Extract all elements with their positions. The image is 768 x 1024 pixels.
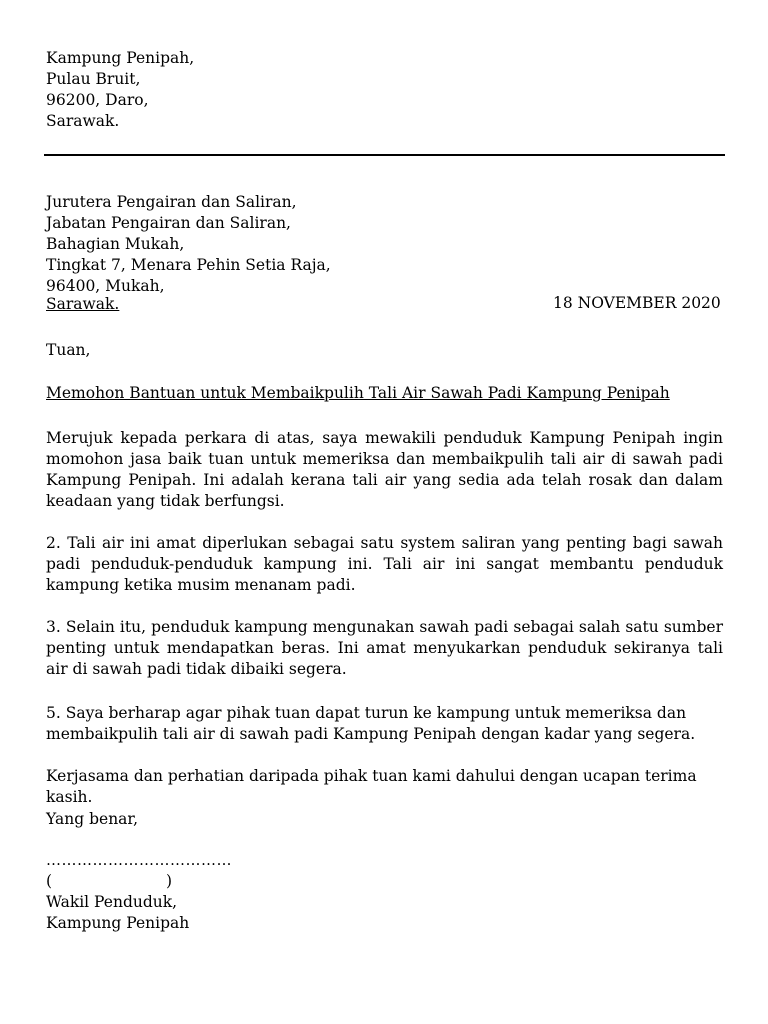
signature-paren-close: ) [166, 872, 173, 890]
letter-subject: Memohon Bantuan untuk Membaikpulih Tali Air Sawah Padi Kampung Penipah [46, 384, 670, 402]
closing: Yang benar, [46, 810, 139, 828]
recipient-line: Sarawak. [46, 295, 120, 313]
letter-date: 18 NOVEMBER 2020 [553, 294, 721, 312]
sender-line: Kampung Penipah, [46, 49, 195, 67]
body-paragraph: Merujuk kepada perkara di atas, saya mewakili penduduk Kampung Penipah ingin momohon jasa baik tuan untuk memeriksa dan membaikpulih tali air di sawah padi Kampung Penipah. Ini adalah kerana tali air yang sedia ada telah rosak dan dalam keadaan yang tidak berfungsi. [46, 429, 723, 510]
salutation: Tuan, [46, 341, 91, 359]
recipient-line: Jabatan Pengairan dan Saliran, [46, 214, 291, 232]
signature-paren-open: ( [46, 872, 53, 890]
recipient-line: 96400, Mukah, [46, 277, 165, 295]
signatory-title: Wakil Penduduk, [46, 893, 178, 911]
header-divider [44, 154, 725, 156]
signature-line: ……………………………… [46, 851, 232, 869]
body-paragraph: Kerjasama dan perhatian daripada pihak tuan kami dahului dengan ucapan terima kasih. [46, 767, 697, 806]
body-paragraph: 3. Selain itu, penduduk kampung mengunakan sawah padi sebagai salah satu sumber penting untuk mendapatkan beras. Ini amat menyukarkan penduduk sekiranya tali air di sawah padi tidak dibaiki segera. [46, 618, 723, 678]
body-paragraph: 5. Saya berharap agar pihak tuan dapat turun ke kampung untuk memeriksa dan membaikpulih tali air di sawah padi Kampung Penipah dengan kadar yang segera. [46, 704, 696, 743]
signatory-place: Kampung Penipah [46, 914, 190, 932]
sender-line: 96200, Daro, [46, 91, 149, 109]
sender-line: Pulau Bruit, [46, 70, 141, 88]
recipient-line: Jurutera Pengairan dan Saliran, [46, 193, 297, 211]
recipient-line: Tingkat 7, Menara Pehin Setia Raja, [46, 256, 331, 274]
sender-line: Sarawak. [46, 112, 120, 130]
body-paragraph: 2. Tali air ini amat diperlukan sebagai satu system saliran yang penting bagi sawah padi penduduk-penduduk kampung ini. Tali air ini sangat membantu penduduk kampung ketika musim menanam padi. [46, 534, 723, 594]
recipient-line: Bahagian Mukah, [46, 235, 185, 253]
